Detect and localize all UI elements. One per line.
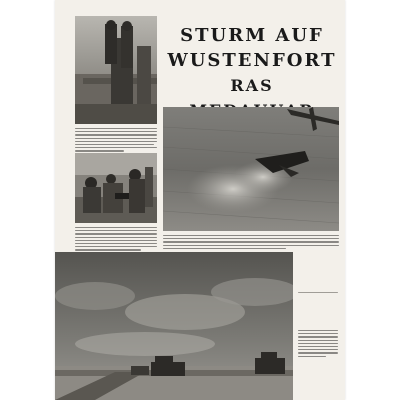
caption-photo-4 <box>298 330 338 359</box>
caption-photo-2 <box>75 227 157 253</box>
photo-soldiers-on-tower <box>75 16 157 124</box>
photo-credit <box>298 292 338 295</box>
headline-line-2: WUSTENFORT <box>167 50 337 71</box>
photo-soldiers-with-weapon <box>75 153 157 223</box>
photo-aircraft-over-desert <box>163 107 339 231</box>
caption-photo-1 <box>75 128 157 154</box>
headline-line-3: RAS <box>230 76 274 95</box>
photo-desert-convoy <box>55 252 293 400</box>
headline-line-1: STURM AUF <box>180 25 324 46</box>
magazine-page <box>55 0 345 400</box>
caption-photo-3 <box>163 235 339 251</box>
